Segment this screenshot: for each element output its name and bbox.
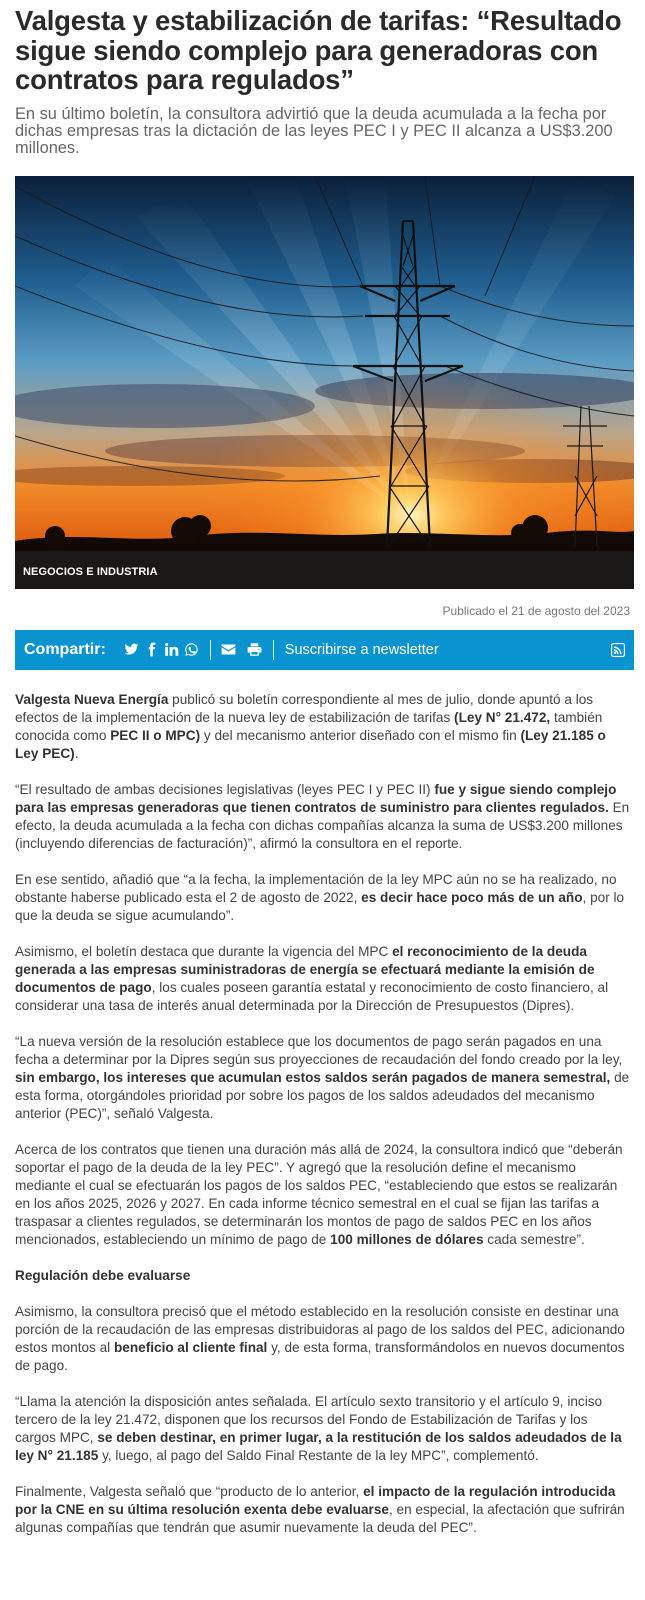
email-icon[interactable] (219, 640, 238, 660)
divider (210, 640, 211, 660)
article-title: Valgesta y estabilización de tarifas: “Resultado sigue siendo complejo para generadoras con contratos para regulados” (15, 5, 622, 95)
paragraph: “Llama la atención la disposición antes señalada. El artículo sexto transitorio y el artículo 9, inciso tercero de la ley 21.472, disponen que los recursos del Fondo de Estabilización de Tarifas y los cargos MPC, se deben destinar, en primer lugar, a la restitución de los saldos adeudados de la ley N° 21.185 y, luego, al pago del Saldo Final Restante de la ley MPC”, complementó. (15, 1393, 622, 1463)
published-date: Publicado el 21 de agosto del 2023 (442, 603, 630, 618)
divider (273, 640, 274, 660)
category-label[interactable]: NEGOCIOS E INDUSTRIA (23, 565, 158, 578)
linkedin-icon[interactable] (162, 640, 181, 660)
rss-icon[interactable] (611, 643, 625, 657)
paragraph: Acerca de los contratos que tienen una duración más allá de 2024, la consultora indicó que “deberán soportar el pago de la deuda de la ley PEC”. Y agregó que la resolución define el mecanismo mediante el cual se efectuarán los pagos de los saldos PEC, “estableciendo que estos se realizarán en los años 2025, 2026 y 2027. En cada informe técnico semestral en el cual se fijan las tarifas a traspasar a clientes regulados, se determinarán los montos de pago de saldos PEC en los años mencionados, estableciendo un mínimo de pago de 100 millones de dólares cada semestre”. (15, 1141, 623, 1247)
facebook-icon[interactable] (142, 640, 161, 660)
paragraph: En ese sentido, añadió que “a la fecha, la implementación de la ley MPC aún no se ha realizado, no obstante haberse publicado esta el 2 de agosto de 2022, es decir hace poco más de un año, por lo que la deuda se sigue acumulando”. (15, 871, 625, 923)
article-body (15, 691, 630, 1537)
paragraph: Valgesta Nueva Energía publicó su boletín correspondiente al mes de julio, donde apuntó a los efectos de la implementación de la nueva ley de estabilización de tarifas (Ley N° 21.472, también conocida como PEC II o MPC) y del mecanismo anterior diseñado con el mismo fin (Ley 21.185 o Ley PEC). (15, 691, 606, 761)
section-subheading: Regulación debe evaluarse (15, 1267, 191, 1283)
paragraph: Finalmente, Valgesta señaló que “producto de lo anterior, el impacto de la regulación introducida por la CNE en su última resolución exenta debe evaluarse, en especial, la afectación que sufrirán algunas compañías que tendrán que asumir nuevamente la deuda del PEC”. (15, 1483, 625, 1535)
whatsapp-icon[interactable] (182, 640, 201, 660)
paragraph: Asimismo, el boletín destaca que durante la vigencia del MPC el reconocimiento de la deuda generada a las empresas suministradoras de energía se efectuará mediante la emisión de documentos de pago, los cuales poseen garantía estatal y reconocimiento de costo financiero, al considerar una tasa de interés anual determinada por la Dirección de Presupuestos (Dipres). (15, 943, 609, 1013)
paragraph: Asimismo, la consultora precisó que el método establecido en la resolución consiste en destinar una porción de la recaudación de las empresas distribuidoras al pago de los saldos del PEC, adicionando estos montos al beneficio al cliente final y, de esta forma, transformándolos en nuevos documentos de pago. (15, 1303, 625, 1373)
twitter-icon[interactable] (122, 640, 141, 660)
share-bar (15, 630, 634, 670)
hero-image (15, 176, 634, 589)
paragraph: “El resultado de ambas decisiones legislativas (leyes PEC I y PEC II) fue y sigue siendo complejo para las empresas generadoras que tienen contratos de suministro para clientes regulados. En efecto, la deuda acumulada a la fecha con dichas compañías alcanza la suma de US$3.200 millones (incluyendo diferencias de facturación)”, afirmó la consultora en el reporte. (15, 781, 630, 851)
power-tower-sunset-photo (15, 176, 634, 589)
article-lead: En su último boletín, la consultora advirtió que la deuda acumulada a la fecha por dichas empresas tras la dictación de las leyes PEC I y PEC II alcanza a US$3.200 millones. (15, 104, 613, 157)
paragraph: “La nueva versión de la resolución establece que los documentos de pago serán pagados en una fecha a determinar por la Dipres según sus proyecciones de recaudación del fondo creado por la ley, sin embargo, los intereses que acumulan estos saldos serán pagados de manera semestral, de esta forma, otorgándoles prioridad por sobre los pagos de los saldos adeudados del mecanismo anterior (PEC)”, señaló Valgesta. (15, 1033, 630, 1121)
print-icon[interactable] (245, 640, 264, 660)
share-label: Compartir: (24, 640, 106, 658)
newsletter-link[interactable]: Suscribirse a newsletter (284, 641, 439, 658)
